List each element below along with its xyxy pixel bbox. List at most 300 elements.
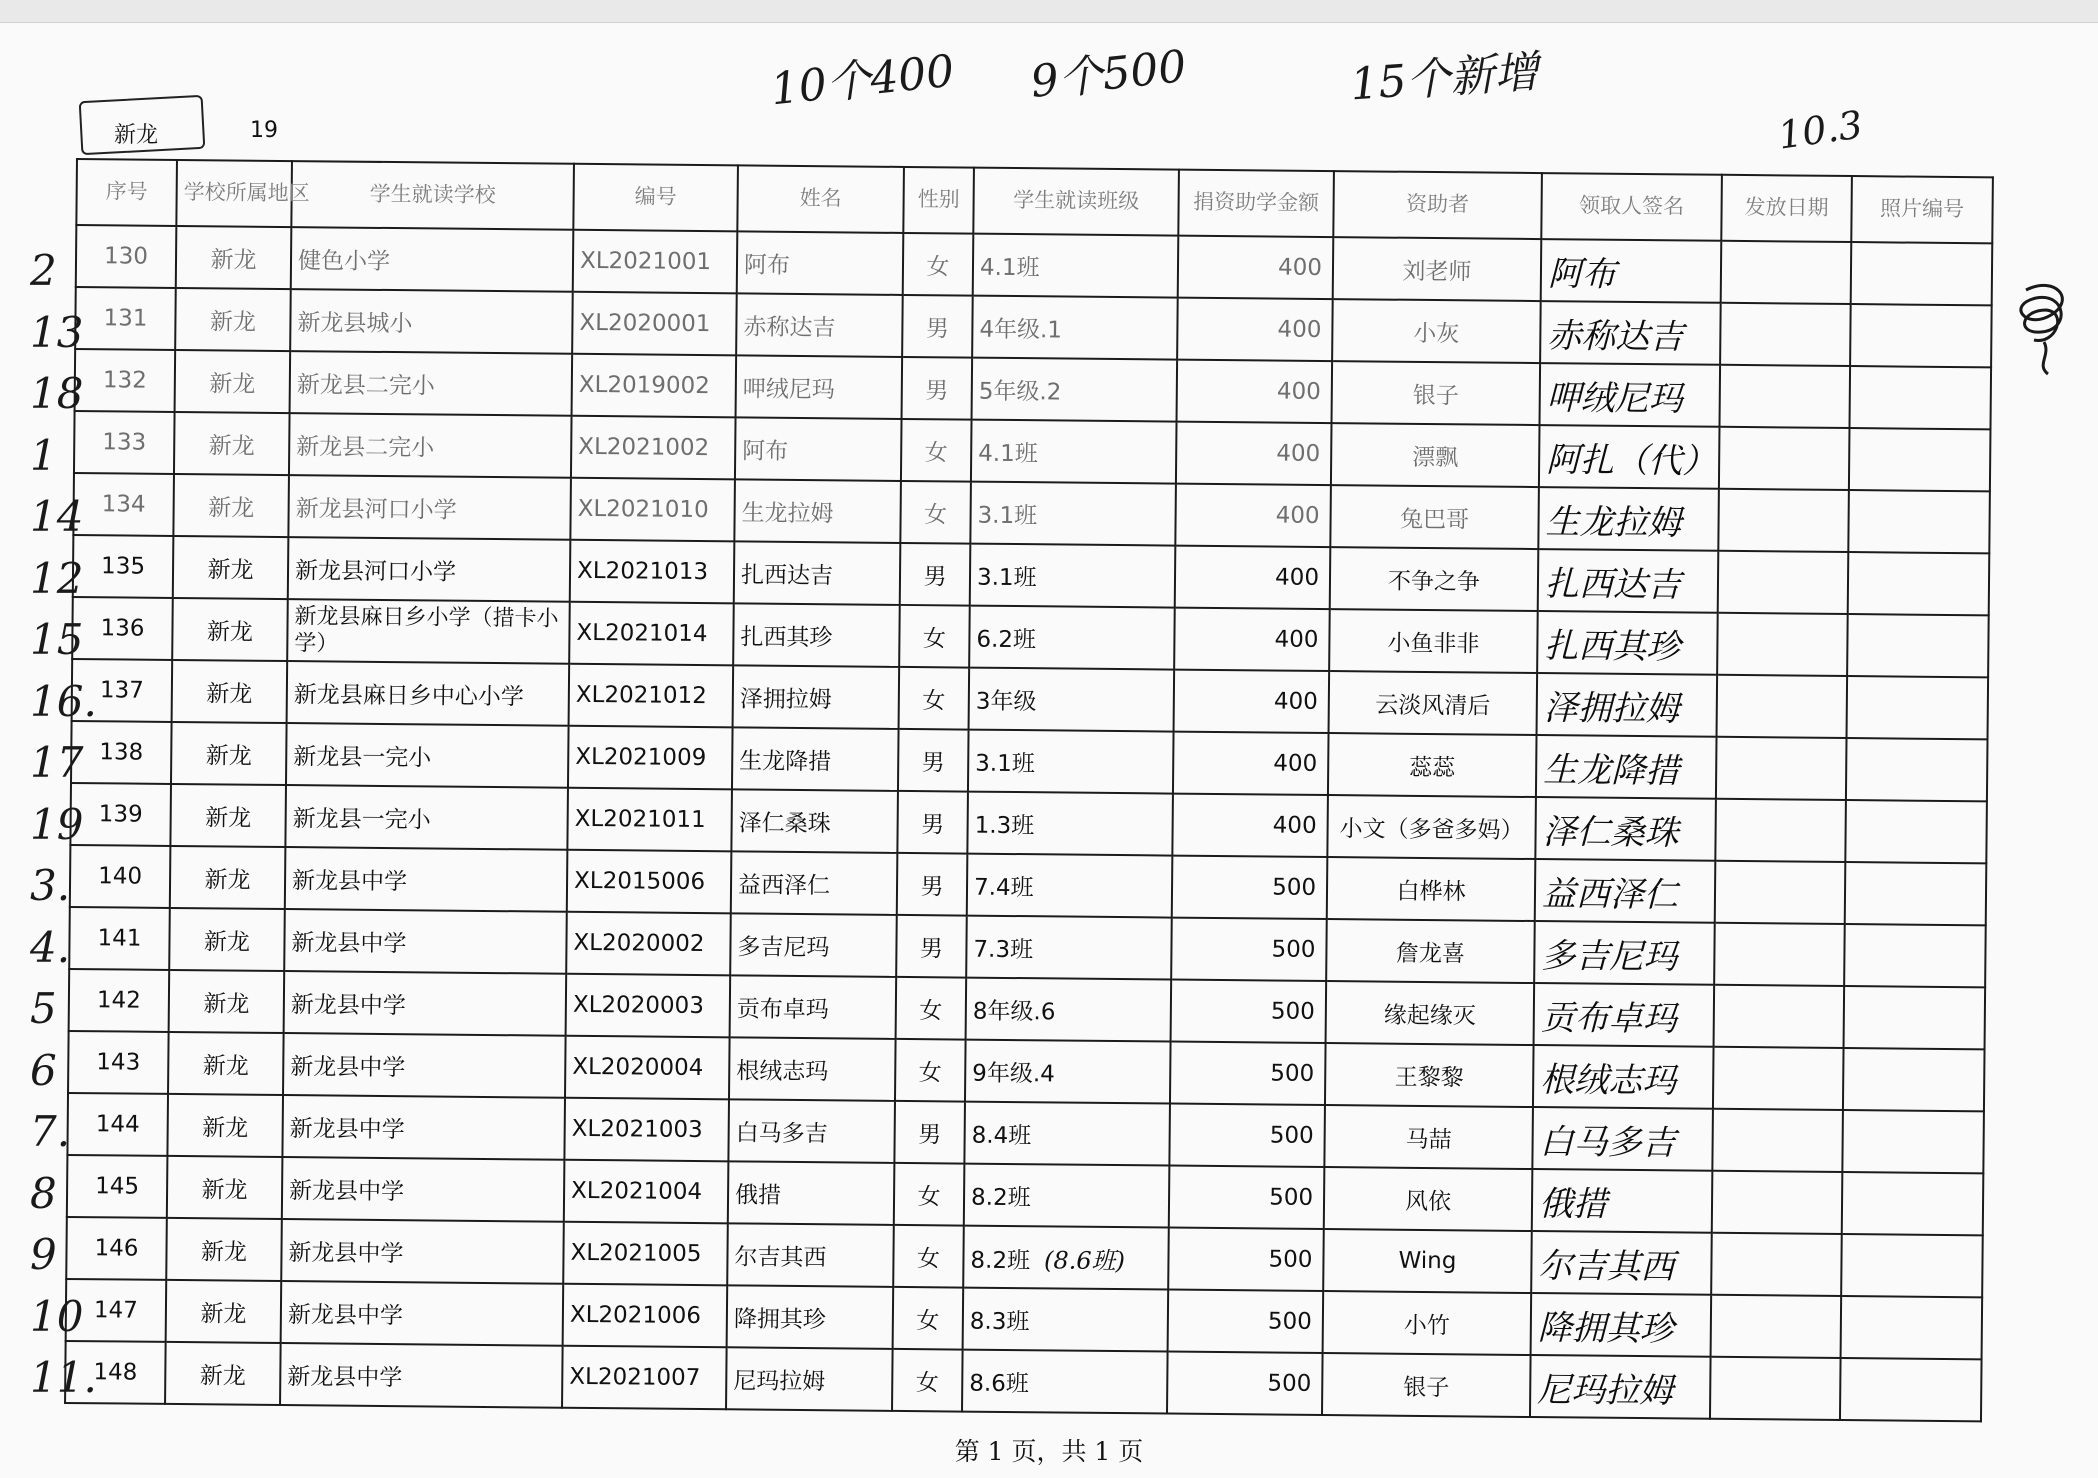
handwritten-note-500: 9个500 bbox=[1028, 40, 1189, 108]
cell-gender-text: 女 bbox=[915, 1369, 939, 1396]
cell-photo bbox=[1843, 1048, 1985, 1111]
cell-name-text: 多吉尼玛 bbox=[737, 933, 830, 961]
cell-signature-text: 阿布 bbox=[1547, 253, 1617, 295]
margin-number: 11. bbox=[30, 1353, 97, 1402]
margin-number: 19 bbox=[30, 799, 84, 849]
col-header-name: 姓名 bbox=[737, 165, 904, 233]
margin-number: 16. bbox=[30, 676, 97, 726]
cell-amount-text: 500 bbox=[1269, 1184, 1314, 1211]
cell-name bbox=[733, 603, 900, 667]
cell-photo bbox=[1840, 1358, 1982, 1421]
cell-region bbox=[172, 660, 288, 723]
cell-region bbox=[165, 1342, 281, 1405]
cell-amount-text: 500 bbox=[1267, 1370, 1312, 1397]
cell-signature bbox=[1540, 301, 1721, 365]
cell-grade-text: 4年级.1 bbox=[979, 316, 1063, 343]
cell-id bbox=[571, 416, 736, 480]
cell-gender-text: 女 bbox=[922, 687, 946, 714]
cell-serial bbox=[68, 1031, 169, 1094]
cell-name bbox=[735, 417, 902, 481]
cell-gender-text: 女 bbox=[916, 1307, 940, 1334]
cell-amount bbox=[1177, 360, 1333, 423]
cell-signature-text: 贡布卓玛 bbox=[1540, 997, 1678, 1039]
cell-date bbox=[1713, 1047, 1844, 1110]
cell-gender bbox=[903, 233, 974, 296]
handwritten-note-new: 15个新增 bbox=[1348, 46, 1540, 111]
cell-date bbox=[1715, 861, 1846, 924]
cell-gender bbox=[898, 729, 969, 792]
cell-school-text: 新龙县河口小学 bbox=[295, 495, 457, 524]
cell-serial bbox=[65, 1341, 166, 1404]
cell-amount-text: 500 bbox=[1270, 1060, 1315, 1087]
cell-region bbox=[170, 784, 286, 847]
cell-gender-text: 女 bbox=[917, 1183, 941, 1210]
cell-region bbox=[174, 412, 290, 475]
donation-sheet bbox=[64, 158, 1992, 1426]
cell-date bbox=[1712, 1171, 1843, 1234]
cell-amount bbox=[1174, 670, 1330, 733]
cell-name bbox=[734, 541, 901, 605]
cell-sponsor bbox=[1329, 609, 1538, 673]
cell-school-text: 新龙县二完小 bbox=[296, 433, 435, 461]
cell-serial-text: 141 bbox=[97, 925, 142, 952]
col-header-region: 学校所属地区 bbox=[176, 160, 292, 227]
cell-gender-text: 男 bbox=[920, 873, 944, 900]
cell-signature bbox=[1537, 673, 1718, 737]
cell-id-text: XL2021006 bbox=[569, 1301, 702, 1330]
cell-gender bbox=[899, 605, 970, 668]
cell-name-text: 泽拥拉姆 bbox=[739, 685, 832, 713]
cell-date bbox=[1716, 737, 1847, 800]
cell-region-text: 新龙 bbox=[203, 928, 251, 956]
cell-id-text: XL2019002 bbox=[578, 371, 710, 400]
cell-serial bbox=[66, 1279, 167, 1342]
cell-region bbox=[166, 1218, 282, 1281]
cell-gender bbox=[897, 791, 968, 854]
cell-grade bbox=[962, 1350, 1168, 1414]
cell-name bbox=[730, 975, 897, 1039]
cell-date bbox=[1717, 675, 1848, 738]
cell-name-text: 赤称达吉 bbox=[743, 313, 836, 341]
cell-signature-text: 泽仁桑珠 bbox=[1542, 811, 1679, 853]
cell-name bbox=[728, 1099, 895, 1163]
cell-amount-text: 400 bbox=[1275, 502, 1320, 529]
cell-sponsor-text: Wing bbox=[1398, 1247, 1457, 1275]
cell-region bbox=[176, 226, 292, 289]
cell-gender bbox=[895, 1039, 966, 1102]
cell-serial bbox=[76, 225, 177, 288]
margin-number: 14 bbox=[30, 492, 84, 541]
col-header-amount: 捐资助学金额 bbox=[1178, 170, 1334, 237]
cell-sponsor-text: 小竹 bbox=[1403, 1312, 1450, 1339]
cell-serial bbox=[73, 473, 174, 536]
cell-region-text: 新龙 bbox=[209, 370, 256, 398]
cell-id-text: XL2021013 bbox=[576, 557, 709, 586]
cell-gender-text: 男 bbox=[919, 935, 944, 962]
cell-serial bbox=[67, 1155, 168, 1218]
cell-id-text: XL2020002 bbox=[573, 929, 705, 958]
cell-signature bbox=[1535, 797, 1716, 861]
cell-gender-text: 男 bbox=[921, 749, 945, 776]
margin-number: 13 bbox=[30, 307, 84, 357]
cell-region bbox=[173, 536, 289, 599]
cell-grade bbox=[964, 1102, 1170, 1166]
cell-grade-text: 4.1班 bbox=[978, 440, 1038, 467]
cell-name-text: 根绒志玛 bbox=[736, 1057, 829, 1085]
cell-gender bbox=[893, 1287, 964, 1350]
cell-gender-text: 男 bbox=[925, 315, 950, 342]
cell-gender-text: 女 bbox=[923, 501, 948, 528]
cell-gender-text: 女 bbox=[916, 1245, 941, 1272]
cell-signature bbox=[1536, 735, 1717, 799]
cell-grade-text: 3年级 bbox=[975, 688, 1037, 715]
cell-sponsor-text: 蕊蕊 bbox=[1409, 754, 1456, 781]
cell-serial-text: 132 bbox=[102, 367, 147, 394]
cell-date bbox=[1719, 365, 1850, 428]
cell-sponsor-text: 缘起缘灭 bbox=[1383, 1002, 1476, 1029]
cell-amount-text: 500 bbox=[1272, 874, 1317, 901]
cell-date bbox=[1717, 613, 1848, 676]
cell-grade-text: 3.1班 bbox=[975, 750, 1035, 777]
cell-signature bbox=[1540, 363, 1721, 427]
cell-region-text: 新龙 bbox=[206, 618, 254, 646]
cell-sponsor bbox=[1331, 423, 1540, 487]
cell-name bbox=[736, 293, 903, 357]
cell-region bbox=[169, 908, 285, 971]
cell-region bbox=[167, 1156, 283, 1219]
cell-region bbox=[168, 1032, 284, 1095]
cell-serial-text: 145 bbox=[95, 1173, 140, 1200]
cell-amount-text: 500 bbox=[1270, 998, 1315, 1025]
cell-id bbox=[564, 1098, 729, 1162]
cell-photo bbox=[1845, 862, 1987, 925]
cell-signature bbox=[1534, 921, 1715, 985]
cell-date bbox=[1718, 489, 1849, 552]
cell-signature-text: 泽拥拉姆 bbox=[1543, 687, 1680, 729]
scan-top-edge bbox=[0, 0, 2098, 23]
cell-sponsor bbox=[1324, 1105, 1533, 1169]
cell-sponsor bbox=[1330, 485, 1539, 549]
col-header-serial: 序号 bbox=[76, 159, 177, 226]
cell-school-text: 新龙县一完小 bbox=[293, 743, 432, 771]
cell-gender bbox=[894, 1163, 965, 1226]
cell-amount bbox=[1177, 298, 1333, 361]
margin-number: 15 bbox=[30, 615, 84, 664]
cell-grade-text: 3.1班 bbox=[976, 564, 1037, 591]
cell-photo bbox=[1846, 738, 1988, 801]
cell-name bbox=[734, 479, 901, 543]
col-header-date: 发放日期 bbox=[1721, 175, 1852, 242]
cell-amount bbox=[1170, 1042, 1326, 1105]
cell-grade-text: 8.6班 bbox=[969, 1370, 1029, 1397]
cell-serial-text: 134 bbox=[101, 491, 146, 518]
record-count: 19 bbox=[250, 118, 278, 143]
cell-name bbox=[727, 1285, 894, 1349]
cell-date bbox=[1714, 923, 1845, 986]
cell-photo bbox=[1848, 552, 1990, 615]
cell-grade bbox=[963, 1288, 1169, 1352]
cell-school bbox=[283, 1033, 566, 1098]
table-body bbox=[65, 225, 1992, 1421]
cell-id bbox=[562, 1346, 727, 1410]
cell-id-text: XL2021009 bbox=[575, 743, 707, 772]
cell-sponsor-text: 马喆 bbox=[1405, 1126, 1452, 1153]
cell-amount-text: 400 bbox=[1274, 626, 1319, 653]
cell-serial bbox=[75, 349, 176, 412]
cell-sponsor-text: 风依 bbox=[1404, 1188, 1452, 1215]
cell-sponsor bbox=[1325, 1043, 1534, 1107]
cell-gender bbox=[893, 1225, 964, 1288]
cell-amount-text: 400 bbox=[1277, 254, 1323, 281]
cell-name bbox=[731, 851, 898, 915]
cell-id-text: XL2021011 bbox=[574, 805, 706, 834]
cell-signature-text: 根绒志玛 bbox=[1540, 1059, 1677, 1101]
cell-serial-text: 147 bbox=[93, 1297, 139, 1324]
cell-grade bbox=[967, 792, 1173, 856]
cell-region-text: 新龙 bbox=[205, 742, 252, 770]
cell-grade-text: 8年级.6 bbox=[972, 998, 1056, 1025]
cell-grade-text: 7.4班 bbox=[973, 874, 1034, 901]
cell-school bbox=[290, 351, 573, 416]
cell-grade bbox=[970, 544, 1176, 608]
cell-region bbox=[167, 1094, 283, 1157]
cell-signature-text: 尼玛拉姆 bbox=[1537, 1369, 1674, 1411]
cell-name bbox=[726, 1347, 893, 1411]
cell-name-text: 尔吉其西 bbox=[734, 1243, 827, 1271]
cell-sponsor-text: 漂飘 bbox=[1412, 444, 1459, 471]
cell-signature bbox=[1538, 549, 1719, 613]
cell-id-text: XL2020004 bbox=[572, 1053, 704, 1082]
cell-date bbox=[1710, 1357, 1841, 1420]
cell-photo bbox=[1845, 800, 1987, 863]
cell-serial bbox=[75, 287, 176, 350]
cell-serial bbox=[69, 907, 170, 970]
col-header-gender: 性别 bbox=[903, 167, 974, 234]
cell-school bbox=[288, 475, 571, 540]
cell-amount bbox=[1173, 732, 1329, 795]
cell-id bbox=[569, 664, 734, 728]
cell-name-text: 生龙降措 bbox=[739, 747, 832, 775]
margin-number: 5 bbox=[30, 984, 57, 1033]
cell-id bbox=[565, 1036, 730, 1100]
cell-id-text: XL2021010 bbox=[577, 495, 709, 524]
cell-serial-text: 138 bbox=[99, 739, 144, 766]
cell-amount-text: 400 bbox=[1272, 812, 1317, 839]
cell-region-text: 新龙 bbox=[209, 308, 257, 336]
cell-grade-text: 8.2班 bbox=[970, 1247, 1031, 1274]
cell-photo bbox=[1844, 924, 1986, 987]
cell-photo bbox=[1841, 1234, 1983, 1297]
cell-amount-text: 500 bbox=[1269, 1122, 1314, 1149]
cell-name-text: 阿布 bbox=[742, 437, 789, 465]
cell-id bbox=[568, 726, 733, 790]
cell-sponsor bbox=[1328, 733, 1537, 797]
cell-sponsor-text: 兔巴哥 bbox=[1399, 506, 1470, 533]
col-header-photo: 照片编号 bbox=[1851, 176, 1993, 243]
cell-name bbox=[736, 355, 903, 419]
cell-grade bbox=[972, 358, 1178, 422]
cell-gender bbox=[900, 481, 971, 544]
cell-region-text: 新龙 bbox=[204, 866, 251, 894]
cell-signature bbox=[1541, 239, 1722, 303]
cell-amount-text: 400 bbox=[1276, 378, 1321, 405]
cell-gender bbox=[894, 1101, 965, 1164]
cell-name-text: 贡布卓玛 bbox=[736, 995, 829, 1023]
cell-serial-text: 140 bbox=[98, 863, 143, 890]
cell-id bbox=[564, 1160, 729, 1224]
cell-gender-text: 女 bbox=[919, 997, 943, 1024]
cell-serial-text: 130 bbox=[103, 243, 149, 270]
margin-number: 9 bbox=[30, 1230, 57, 1279]
region-label: 新龙 bbox=[114, 123, 159, 148]
cell-id-text: XL2021001 bbox=[579, 247, 712, 276]
cell-sponsor bbox=[1326, 919, 1535, 983]
cell-grade bbox=[966, 916, 1172, 980]
cell-grade bbox=[972, 296, 1178, 360]
cell-signature bbox=[1533, 1045, 1714, 1109]
cell-gender-text: 女 bbox=[918, 1059, 942, 1086]
cell-amount-text: 400 bbox=[1273, 750, 1318, 777]
cell-amount-text: 500 bbox=[1271, 936, 1316, 963]
cell-amount bbox=[1167, 1352, 1323, 1415]
cell-amount bbox=[1168, 1228, 1324, 1291]
cell-amount-text: 500 bbox=[1267, 1308, 1313, 1335]
cell-school bbox=[280, 1343, 563, 1408]
cell-grade-text: 9年级.4 bbox=[972, 1060, 1055, 1087]
col-header-sponsor: 资助者 bbox=[1333, 171, 1542, 239]
cell-photo bbox=[1850, 304, 1992, 367]
cell-serial bbox=[73, 535, 174, 598]
col-header-school: 学生就读学校 bbox=[291, 161, 574, 230]
cell-gender bbox=[897, 853, 968, 916]
cell-id-text: XL2021003 bbox=[571, 1115, 703, 1144]
cell-name-text: 扎西达吉 bbox=[740, 561, 834, 589]
scribble-mark bbox=[1996, 270, 2086, 380]
cell-grade-text: 8.4班 bbox=[971, 1122, 1032, 1149]
cell-name-text: 尼玛拉姆 bbox=[733, 1367, 826, 1395]
cell-photo bbox=[1847, 676, 1989, 739]
cell-school-text: 健色小学 bbox=[297, 247, 391, 275]
cell-gender-text: 男 bbox=[921, 811, 945, 838]
cell-amount bbox=[1178, 236, 1334, 299]
cell-sponsor-text: 刘老师 bbox=[1402, 258, 1472, 285]
cell-name-text: 呷绒尼玛 bbox=[742, 375, 835, 403]
cell-name-text: 扎西其珍 bbox=[740, 623, 833, 651]
cell-amount bbox=[1168, 1290, 1324, 1353]
cell-signature-text: 赤称达吉 bbox=[1547, 315, 1684, 357]
cell-grade bbox=[965, 1040, 1171, 1104]
grade-handwritten-note: (8.6班) bbox=[1043, 1245, 1126, 1275]
cell-region bbox=[171, 722, 287, 785]
margin-number: 3. bbox=[30, 861, 71, 910]
cell-signature bbox=[1531, 1231, 1712, 1295]
cell-id bbox=[572, 354, 737, 418]
cell-amount bbox=[1169, 1104, 1325, 1167]
cell-grade bbox=[970, 482, 1176, 546]
cell-sponsor bbox=[1332, 299, 1541, 363]
cell-signature bbox=[1532, 1107, 1713, 1171]
cell-sponsor bbox=[1333, 237, 1542, 301]
cell-serial-text: 148 bbox=[93, 1359, 138, 1386]
cell-region bbox=[175, 350, 291, 413]
cell-photo bbox=[1841, 1296, 1983, 1359]
cell-grade-text: 7.3班 bbox=[973, 936, 1034, 963]
cell-name-text: 俄措 bbox=[734, 1181, 782, 1209]
cell-date bbox=[1720, 303, 1851, 366]
cell-sponsor bbox=[1322, 1353, 1531, 1417]
cell-id bbox=[566, 912, 731, 976]
cell-gender bbox=[902, 295, 973, 358]
cell-sponsor bbox=[1326, 981, 1535, 1045]
cell-photo bbox=[1842, 1110, 1984, 1173]
cell-school-text: 新龙县城小 bbox=[297, 309, 413, 337]
cell-sponsor bbox=[1323, 1291, 1532, 1355]
cell-serial bbox=[67, 1093, 168, 1156]
cell-sponsor-text: 银子 bbox=[1412, 382, 1459, 409]
cell-sponsor-text: 小鱼非非 bbox=[1387, 630, 1480, 657]
cell-gender-text: 男 bbox=[918, 1121, 942, 1148]
cell-name bbox=[728, 1161, 895, 1225]
cell-gender bbox=[901, 419, 972, 482]
cell-signature-text: 生龙拉姆 bbox=[1545, 501, 1682, 543]
cell-name bbox=[733, 665, 900, 729]
cell-sponsor-text: 白桦林 bbox=[1396, 878, 1466, 905]
cell-id-text: XL2020001 bbox=[579, 309, 711, 338]
cell-signature-text: 扎西达吉 bbox=[1544, 563, 1682, 605]
cell-grade bbox=[966, 978, 1172, 1042]
cell-school-text: 新龙县中学 bbox=[290, 991, 407, 1019]
cell-amount bbox=[1171, 980, 1327, 1043]
cell-school bbox=[288, 537, 571, 602]
cell-gender bbox=[896, 977, 967, 1040]
cell-date bbox=[1715, 799, 1846, 862]
cell-date bbox=[1711, 1233, 1842, 1296]
cell-id-text: XL2021012 bbox=[575, 681, 708, 710]
cell-amount-text: 400 bbox=[1273, 688, 1318, 715]
cell-date bbox=[1719, 427, 1850, 490]
cell-sponsor-text: 小灰 bbox=[1413, 320, 1460, 347]
cell-signature-text: 扎西其珍 bbox=[1544, 625, 1681, 667]
cell-signature-text: 俄措 bbox=[1538, 1183, 1608, 1225]
cell-school-text: 新龙县中学 bbox=[287, 1301, 404, 1329]
cell-photo bbox=[1849, 366, 1991, 429]
cell-id-text: XL2020003 bbox=[572, 991, 705, 1020]
cell-serial bbox=[70, 845, 171, 908]
cell-signature-text: 降拥其珍 bbox=[1537, 1307, 1675, 1349]
cell-name-text: 阿布 bbox=[743, 251, 791, 279]
cell-name bbox=[737, 231, 904, 295]
cell-photo bbox=[1849, 428, 1991, 491]
cell-id-text: XL2021007 bbox=[569, 1363, 701, 1392]
cell-name bbox=[729, 1037, 896, 1101]
cell-sponsor-text: 詹龙喜 bbox=[1395, 940, 1466, 967]
cell-school-text: 新龙县河口小学 bbox=[294, 557, 457, 586]
margin-number: 1 bbox=[30, 430, 57, 480]
cell-sponsor bbox=[1329, 671, 1538, 735]
cell-amount bbox=[1175, 546, 1331, 609]
cell-date bbox=[1721, 241, 1852, 304]
cell-amount-text: 400 bbox=[1274, 564, 1320, 591]
cell-signature bbox=[1532, 1169, 1713, 1233]
cell-serial-text: 137 bbox=[99, 677, 144, 704]
cell-school bbox=[286, 723, 569, 788]
cell-region-text: 新龙 bbox=[201, 1176, 248, 1204]
cell-school bbox=[281, 1219, 564, 1284]
cell-sponsor bbox=[1327, 795, 1536, 859]
margin-number: 2 bbox=[30, 246, 57, 295]
cell-sponsor bbox=[1330, 547, 1539, 611]
cell-signature-text: 阿扎（代） bbox=[1545, 439, 1717, 482]
